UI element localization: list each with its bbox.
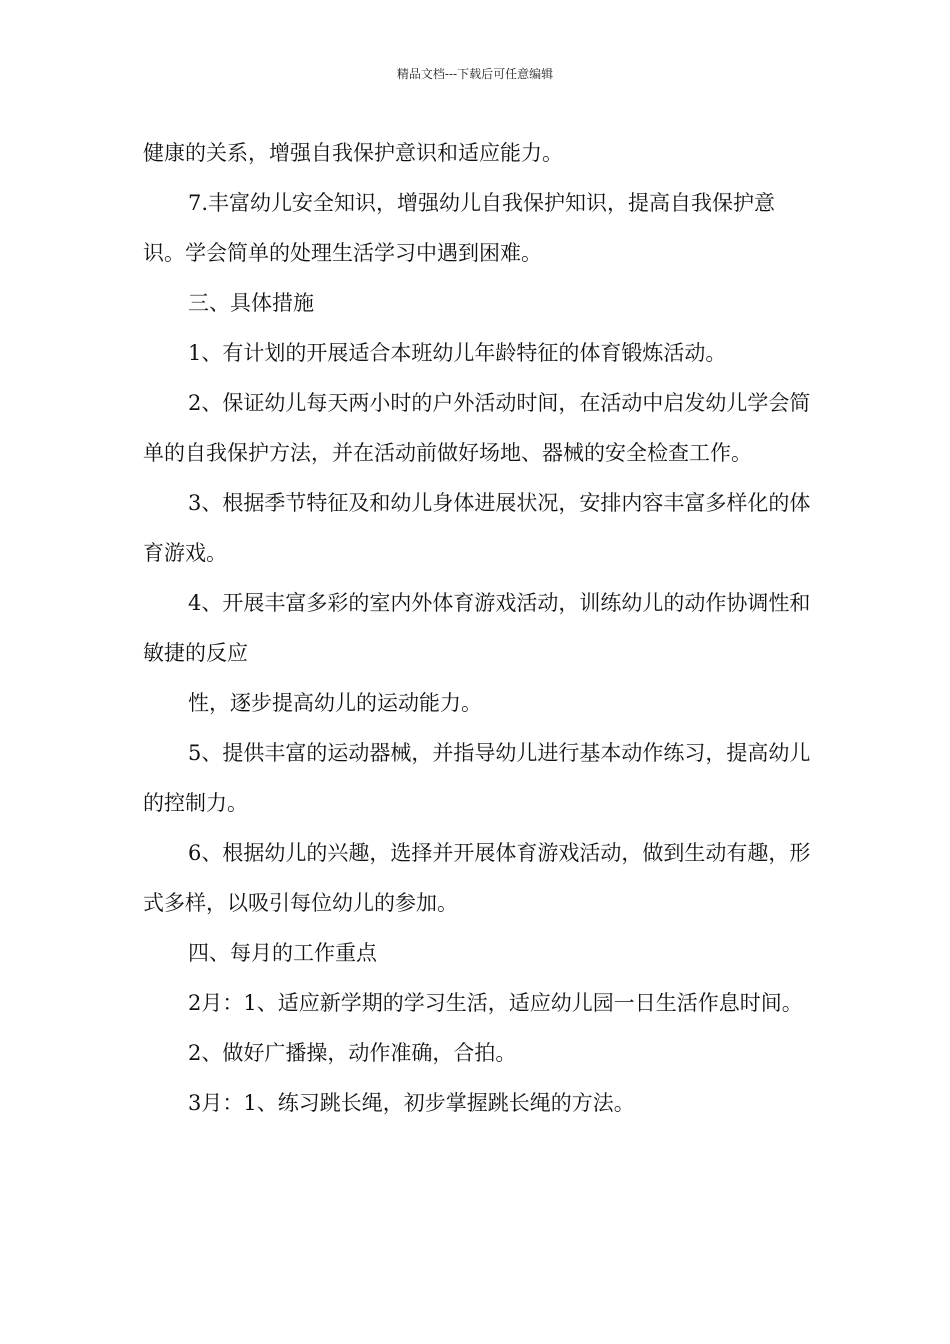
paragraph-continuation: 健康的关系，增强自我保护意识和适应能力。 — [143, 141, 563, 165]
paragraph-measure-4-continued: 性，逐步提高幼儿的运动能力。 — [188, 691, 482, 715]
document-body — [143, 128, 813, 1128]
paragraph-february-1: 2月：1、适应新学期的学习生活，适应幼儿园一日生活作息时间。 — [188, 991, 803, 1015]
section-heading-monthly: 四、每月的工作重点 — [188, 941, 377, 965]
paragraph-march-1: 3月：1、练习跳长绳，初步掌握跳长绳的方法。 — [188, 1091, 635, 1115]
section-heading-measures: 三、具体措施 — [188, 291, 314, 315]
paragraph-measure-4: 4、开展丰富多彩的室内外体育游戏活动，训练幼儿的动作协调性和敏捷的反应 — [143, 591, 811, 665]
paragraph-measure-5: 5、提供丰富的运动器械，并指导幼儿进行基本动作练习，提高幼儿的控制力。 — [143, 741, 811, 815]
paragraph-measure-6: 6、根据幼儿的兴趣，选择并开展体育游戏活动，做到生动有趣，形式多样，以吸引每位幼儿的参加。 — [143, 841, 811, 915]
paragraph-february-2: 2、做好广播操，动作准确，合拍。 — [188, 1041, 517, 1065]
paragraph-measure-2: 2、保证幼儿每天两小时的户外活动时间，在活动中启发幼儿学会简单的自我保护方法，并在活动前做好场地、器械的安全检查工作。 — [143, 391, 811, 465]
paragraph-item-7: 7.丰富幼儿安全知识，增强幼儿自我保护知识，提高自我保护意识。学会简单的处理生活学习中遇到困难。 — [143, 191, 776, 265]
paragraph-measure-3: 3、根据季节特征及和幼儿身体进展状况，安排内容丰富多样化的体育游戏。 — [143, 491, 811, 565]
paragraph-measure-1: 1、有计划的开展适合本班幼儿年龄特征的体育锻炼活动。 — [188, 341, 727, 365]
page-header: 精品文档---下载后可任意编辑 — [396, 67, 554, 81]
